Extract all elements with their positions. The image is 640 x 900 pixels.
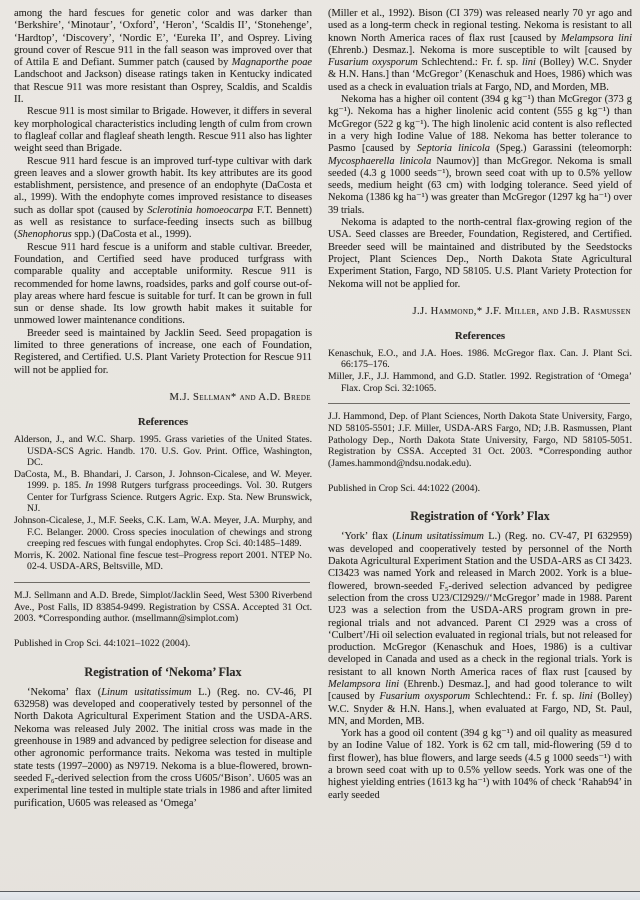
paragraph-rescue-breeder-seed: Breeder seed is maintained by Jacklin Seed. Seed propagation is limited to three generations of increase, one each of Foundation, Registered, and Certified. U.S. Plant Variety Protection for Rescue 911 will not be applied for. bbox=[14, 327, 312, 376]
footnote-rule-right bbox=[328, 403, 630, 404]
right-column bbox=[328, 8, 632, 810]
paragraph-rescue-continuation: among the hard fescues for genetic color and was darker than ‘Berkshire’, ‘Minotaur’, ‘Oxford’, ‘Heron’, ‘Scaldis II’, ‘Stonehenge’, ‘Hardtop’, ‘Discovery’, ‘Nordic E’, ‘Eureka II’, and Osprey. Living ground cover of Rescue 911 in the fall season was improved over that of Attila E and Defiant. Summer patch (caused by Magnaporthe poae Landschoot and Jackson) disease ratings taken in Kentucky indicated that Rescue 911 was more resistant than Osprey, Scaldis, and Scaldis II. bbox=[14, 8, 312, 106]
published-note-right: Published in Crop Sci. 44:1022 (2004). bbox=[328, 482, 481, 494]
paragraph-rescue-uses: Rescue 911 hard fescue is a uniform and stable cultivar. Breeder, Foundation, and Certified seed have produced turfgrass with comparable quality and acceptable uniformity. Rescue 911 is recommended for home lawns, roadsides, parks and golf course out-of-play areas where hard fescue is suitable for turf. It can be grown in full sun or dense shade. Its low growth habit makes it suitable for unmowed lower maintenance conditions. bbox=[14, 241, 312, 327]
article-title-nekoma: Registration of ‘Nekoma’ Flax bbox=[84, 664, 242, 679]
reference-entry: Kenaschuk, E.O., and J.A. Hoes. 1986. McGregor flax. Can. J. Plant Sci. 66:175–176. bbox=[328, 347, 632, 371]
published-note-left: Published in Crop Sci. 44:1021–1022 (2004). bbox=[14, 638, 191, 650]
paragraph-nekoma-adaptation: Nekoma is adapted to the north-central flax-growing region of the USA. Seed classes are Breeder, Foundation, Registered, and Certified. Breeder seed will be maintained and distributed by the Seedstocks Project, Plant Sciences Dep., North Dakota State Agricultural Experiment Station, Fargo, ND 58105. U.S. Plant Variety Protection for Nekoma will not be applied for. bbox=[328, 217, 632, 290]
author-footnote-rescue: M.J. Sellmann and A.D. Brede, Simplot/Jacklin Seed, West 5300 Riverbend Ave., Post Falls, ID 83854-9499. Registration by CSSA. Accepted 31 Oct. 2003. *Corresponding author. (msellmann@simplot.com) bbox=[14, 590, 312, 625]
paragraph-nekoma-intro: ‘Nekoma’ flax (Linum usitatissimum L.) (Reg. no. CV-46, PI 632958) was developed and cooperatively tested by personnel of the North Dakota Agricultural Experiment Station and the USDA-ARS. Nekoma was released July 2002. The initial cross was made in the greenhouse in 1989 and advanced by pedigree selection for disease and other agronomic performance traits. Nekoma was tested in multiple state tests (1997–2000) as N9719. Nekoma is a blue-flowered, brown-seeded F₆-derived selection from the cross U605/‘Bison’. U605 was an experimental line tested in multiple state trials in 1986 and after limited purification, U605 was released as ‘Omega’ bbox=[14, 686, 312, 809]
page-bottom-scan-edge bbox=[0, 891, 640, 900]
reference-entry: Morris, K. 2002. National fine fescue test–Progress report 2001. NTEP No. 02-4. USDA-ARS, Beltsville, MD. bbox=[14, 549, 312, 573]
paragraph-rescue-similarity: Rescue 911 is most similar to Brigade. However, it differs in several key morphological characteristics including length of culm from crown to flagleaf collar and flagleaf sheath length. Rescue 911 also has lighter weight seed than Brigade. bbox=[14, 106, 312, 155]
author-byline-nekoma: J.J. Hammond,* J.F. Miller, and J.B. Rasmussen bbox=[412, 305, 631, 317]
paragraph-nekoma-oil-content: Nekoma has a higher oil content (394 g kg⁻¹) than McGregor (373 g kg⁻¹). Nekoma has a higher linolenic acid content (555 g kg⁻¹) than McGregor (522 g kg⁻¹). The high linolenic acid content is also reflected in a very high Iodine Value of 188. Nekoma has better tolerance to Pasmo [caused by Septoria linicola (Speg.) Garassini (teleomorph: Mycosphaerella linicola Naumov)] than McGregor. Nekoma is small seeded (4.3 g 1000 seeds⁻¹), brown seed coat with up to 0.5% yellow seeds, medium height (63 cm) with lodging tolerance. Seed yield of Nekoma (1386 kg ha⁻¹) was greater than McGregor (1297 kg ha⁻¹) over 39 trials. bbox=[328, 94, 632, 216]
reference-entry: Miller, J.F., J.J. Hammond, and G.D. Statler. 1992. Registration of ‘Omega’ Flax. Crop Sci. 32:1065. bbox=[328, 371, 632, 394]
left-column bbox=[14, 8, 312, 810]
author-footnote-nekoma: J.J. Hammond, Dep. of Plant Sciences, North Dakota State University, Fargo, ND 58105-5501; J.F. Miller, USDA-ARS Fargo, ND; J.B. Rasmussen, Plant Pathology Dep., North Dakota State University, Fargo, ND 58105-5051. Registration by CSSA. Accepted 31 Oct. 2003. *Corresponding author (James.hammond@ndsu.nodak.edu). bbox=[328, 411, 632, 470]
reference-entry: Johnson-Cicalese, J., M.F. Seeks, C.K. Lam, W.A. Meyer, J.A. Murphy, and F.C. Belanger. 2000. Cross species inoculation of chewings and strong creeping red fescues with fungal endophytes. Crop Sci. 40:1485–1489. bbox=[14, 515, 312, 550]
paragraph-nekoma-continuation: (Miller et al., 1992). Bison (CI 379) was released nearly 70 yr ago and used as a long-term check in regional testing. Nekoma is resistant to all known North America races of flax rust [caused by Melampsora lini (Ehrenb.) Desmaz.]. Nekoma is more susceptible to wilt [caused by Fusarium oxysporum Schlechtend.: Fr. f. sp. lini (Bolley) W.C. Snyder & H.N. Hans.] than ‘McGregor’ (Kenaschuk and Hoes, 1986) which was used as a check in evaluation trials at Fargo, ND, and Morden, MB. bbox=[328, 8, 632, 93]
references-heading-right: References bbox=[454, 329, 506, 342]
article-title-york: Registration of ‘York’ Flax bbox=[410, 509, 550, 524]
paragraph-york-intro: ‘York’ flax (Linum usitatissimum L.) (Reg. no. CV-47, PI 632959) was developed and cooperatively tested by personnel of the North Dakota Agricultural Experiment Station and the USDA-ARS as CI 3423. CI3423 was named York and released in March 2002. York is a blue-flowered, brown-seeded F₅-derived selection advanced by pedigree selection from the cross U23/CI2929//‘McGregor’ made in 1988. Parent U23 was a selection from the USDA-ARS program grown in pre-regional trials and not advanced. Parent CI 2929 was a cross of ‘Culbert’/Hi oil selection evaluated in regional trials, but not released for production. McGregor (Kenaschuk and Hoes, 1986) is a cultivar developed in Canada and used as a check in the regional trials. York is resistant to all known North America races of flax rust [caused by Melampsora lini (Ehrenb.) Desmaz.], and had good tolerance to wilt [caused by Fusarium oxysporum Schlechtend.: Fr. f. sp. lini (Bolley) W.C. Snyder & H.N. Hans.], when evaluated at Fargo, ND, St. Paul, MN, and Morden, MB. bbox=[328, 531, 633, 727]
author-byline-rescue: M.J. Sellman* and A.D. Brede bbox=[169, 391, 311, 403]
reference-entry: DaCosta, M., B. Bhandari, J. Carson, J. Johnson-Cicalese, and W. Meyer. 1999. p. 185. In 1998 Rutgers turfgrass proceedings. Vol. 30. Rutgers Center for Turfgrass Science. Rutgers Agric. Exp. Sta. New Brunswick, NJ. bbox=[14, 468, 312, 515]
paragraph-rescue-attributes: Rescue 911 hard fescue is an improved turf-type cultivar with dark green leaves and a slower growth habit. Its key attributes are its good establishment, persistence, and presence of an endophyte (DaCosta et al., 1999). With the endophyte comes improved resistance to diseases such as dollar spot (caused by Sclerotinia homoeocarpa F.T. Bennett) as well as resistance to surface-feeding insects such as billbug (Shenophorus spp.) (DaCosta et al., 1999). bbox=[14, 155, 312, 241]
paragraph-york-oil-content: York has a good oil content (394 g kg⁻¹) and oil quality as measured by an Iodine Value of 182. York is 62 cm tall, mid-flowering (59 d to first flower), has blue flowers, and large seeds (4.5 g 1000 seeds⁻¹) with a brown seed coat with up to 0.5% yellow seeds. York was one of the highest yielding entries (1613 kg ha⁻¹) with 104% of check ‘Rahab94’ in early seeded bbox=[328, 728, 632, 801]
footnote-rule-left bbox=[14, 582, 310, 583]
references-heading-left: References bbox=[137, 415, 189, 428]
reference-entry: Alderson, J., and W.C. Sharp. 1995. Grass varieties of the United States. USDA-SCS Agric. Handb. 170. U.S. Gov. Print. Office, Washington, DC. bbox=[14, 433, 312, 469]
